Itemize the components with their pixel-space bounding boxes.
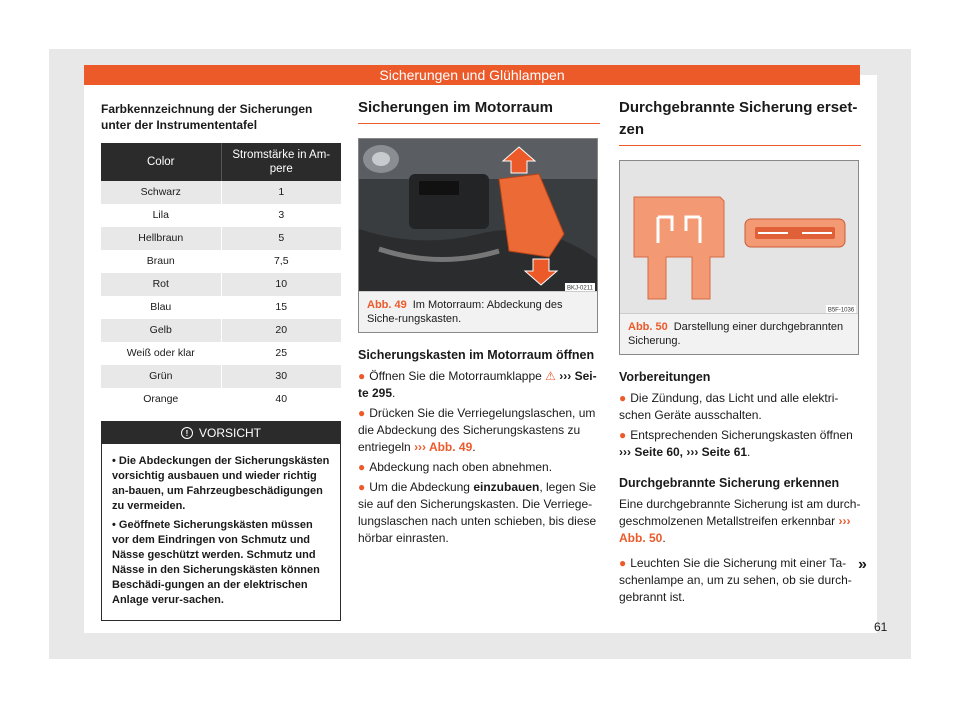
bullet-icon: ● [619, 391, 627, 405]
table-row [101, 365, 341, 388]
cell-ampere: 25 [221, 342, 342, 365]
table-body [101, 181, 341, 411]
warning-circle-icon: ! [181, 427, 193, 439]
paragraph-text: Eine durchgebrannte Sicherung ist am durch-geschmolzenen Metallstreifen erkennbar [619, 497, 861, 528]
bullet-text: Öffnen Sie die Motorraumklappe [369, 369, 542, 383]
cell-color: Lila [152, 209, 169, 221]
bullet-icon: ● [358, 480, 366, 494]
table-row [101, 250, 341, 273]
figure-label: Abb. 49 [367, 299, 407, 311]
page-link[interactable]: ››› Seite 60, ››› Seite 61 [619, 445, 748, 459]
bullet-icon: ● [619, 556, 627, 570]
cell-ampere: 5 [221, 227, 342, 250]
caution-item: • Die Abdeckungen der Sicherungskästen vorsichtig ausbauen und wieder richtig an-bauen, um Fahrzeugbeschädigungen zu vermeiden. [112, 455, 330, 512]
photo-code: BKJ-0211 [567, 285, 593, 291]
fuse-color-table [101, 143, 341, 411]
table-row [101, 296, 341, 319]
caution-box [101, 421, 341, 621]
list-item [358, 459, 600, 476]
subheading-open-fusebox: Sicherungskasten im Motorraum öffnen [358, 348, 595, 362]
table-title: Farbkennzeichnung der Sicherungen unter der Instrumententafel [101, 102, 313, 132]
figure-caption [359, 291, 597, 332]
cell-ampere: 30 [221, 365, 342, 388]
page-number: 61 [874, 620, 888, 634]
left-column [101, 101, 341, 621]
cell-ampere: 15 [221, 296, 342, 319]
page-link[interactable]: ››› Sei-te 295 [358, 369, 597, 400]
column-header-color: Color [147, 156, 175, 168]
caution-body [102, 444, 340, 620]
subheading-recognize: Durchgebrannte Sicherung erkennen [619, 476, 840, 490]
engine-bay-photo [359, 139, 597, 291]
right-column [619, 97, 861, 609]
figure-caption-text: Darstellung einer durchgebrannten Sicherung. [628, 321, 844, 347]
cell-color: Rot [152, 278, 169, 290]
cell-ampere: 20 [221, 319, 342, 342]
figure-blown-fuse [619, 160, 859, 355]
table-row [101, 319, 341, 342]
table-row [101, 227, 341, 250]
column-header-ampere: Stromstärke in Am-pere [221, 143, 342, 181]
bullet-icon: ● [358, 460, 366, 474]
caution-item: • Geöffnete Sicherungskästen müssen vor dem Eindringen von Schmutz und Nässe geschützt werden. Schmutz und Nässe in den Sicherungskästen können Beschädi-gungen an der elektrischen Anlage verur-sachen. [112, 519, 320, 606]
cell-ampere: 7,5 [221, 250, 342, 273]
paragraph: Eine durchgebrannte Sicherung ist am durch-geschmolzenen Metallstreifen erkennbar ››› Abb. 50. [619, 497, 861, 545]
figure-engine-bay [358, 138, 598, 333]
list-item: ● Öffnen Sie die Motorraumklappe ⚠ ››› Sei-te 295. [358, 369, 597, 400]
list-item [358, 479, 600, 547]
cell-ampere: 40 [221, 388, 342, 411]
list-item [619, 555, 861, 606]
bullet-text: Drücken Sie die Verriegelungslaschen, um die Abdeckung des Sicherungskastens zu entriegeln [358, 406, 596, 454]
figure-label: Abb. 50 [628, 321, 668, 333]
table-header [101, 143, 341, 181]
cell-ampere: 3 [221, 204, 342, 227]
subheading-preparations: Vorbereitungen [619, 370, 711, 384]
bullet-text: Entsprechenden Sicherungskasten öffnen [630, 428, 853, 442]
table-row [101, 273, 341, 296]
cell-color: Grün [149, 370, 173, 382]
cell-ampere: 10 [221, 273, 342, 296]
cell-color: Gelb [149, 324, 172, 336]
bold-term: einzubauen [473, 480, 540, 494]
bullet-text: , legen Sie sie auf den Sicherungskasten. Die Verriege-lungslaschen nach unten schieben, bis diese hörbar einrasten. [358, 480, 597, 545]
figure-caption [620, 313, 858, 354]
bullet-icon: ● [358, 369, 366, 383]
section-heading-engine: Sicherungen im Motorraum [358, 97, 600, 124]
figure-link[interactable]: ››› Abb. 49 [414, 440, 473, 454]
bullet-text: Die Zündung, das Licht und alle elektri-schen Geräte ausschalten. [619, 391, 839, 422]
bullet-text: Um die Abdeckung [369, 480, 470, 494]
figure-link[interactable]: ››› Abb. 50 [619, 514, 851, 545]
bullet-text: Abdeckung nach oben abnehmen. [369, 460, 553, 474]
list-item: ● Drücken Sie die Verriegelungslaschen, um die Abdeckung des Sicherungskastens zu entriegeln ››› Abb. 49. [358, 406, 596, 454]
caution-header [102, 422, 340, 444]
cell-color: Orange [143, 393, 179, 405]
blown-fuse-illustration [620, 161, 858, 313]
table-row [101, 204, 341, 227]
cell-ampere: 1 [221, 181, 342, 204]
cell-color: Blau [150, 301, 172, 313]
table-row [101, 342, 341, 365]
middle-column [358, 97, 600, 550]
caution-title: VORSICHT [198, 425, 261, 440]
figure-code: B5F-1036 [827, 307, 855, 313]
figure-caption-text: Im Motorraum: Abdeckung des Siche-rungskasten. [367, 299, 563, 325]
cell-color: Braun [146, 255, 175, 267]
cell-color: Weiß oder klar [126, 347, 195, 359]
cell-color: Hellbraun [138, 232, 184, 244]
bullet-icon: ● [358, 406, 366, 420]
warning-triangle-icon: ⚠ [545, 369, 556, 383]
bullet-icon: ● [619, 428, 627, 442]
bullet-text: Leuchten Sie die Sicherung mit einer Ta-schenlampe an, um zu sehen, ob sie durch-gebrannt ist. [619, 556, 852, 604]
table-row [101, 181, 341, 204]
section-heading-replace: Durchgebrannte Sicherung erset-zen [619, 97, 861, 146]
table-row [101, 388, 341, 411]
list-item [619, 390, 861, 424]
list-item: ● Entsprechenden Sicherungskasten öffnen ››› Seite 60, ››› Seite 61. [619, 428, 853, 459]
cell-color: Schwarz [140, 186, 181, 198]
chapter-banner: Sicherungen und Glühlampen [84, 65, 860, 85]
continue-marker: » [858, 556, 867, 573]
